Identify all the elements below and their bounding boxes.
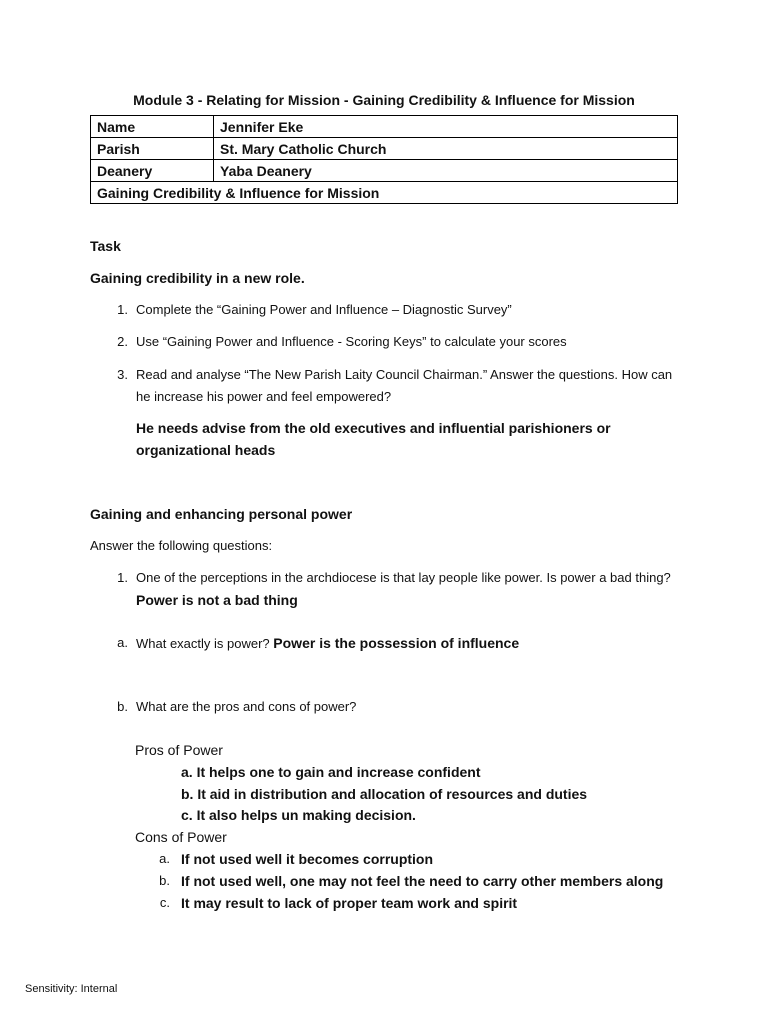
power-intro: Answer the following questions:	[90, 538, 273, 553]
pros-heading: Pros of Power	[135, 742, 223, 758]
question-text: One of the perceptions in the archdiocese is that lay people like power. Is power a bad thing?	[136, 570, 671, 585]
list-number: 3.	[117, 367, 128, 382]
info-table	[90, 115, 678, 204]
question-1	[136, 567, 681, 612]
parish-label: Parish	[91, 138, 214, 160]
cons-heading: Cons of Power	[135, 829, 227, 845]
list-letter: b.	[159, 873, 170, 888]
task-subheading: Gaining credibility in a new role.	[90, 270, 305, 286]
deanery-label: Deanery	[91, 160, 214, 182]
task-heading: Task	[90, 238, 121, 254]
name-value: Jennifer Eke	[214, 116, 678, 138]
list-letter: a.	[117, 635, 128, 650]
question-a	[136, 632, 681, 655]
pros-item: a. It helps one to gain and increase confident	[181, 764, 481, 780]
parish-value: St. Mary Catholic Church	[214, 138, 678, 160]
task-item-1: Complete the “Gaining Power and Influence – Diagnostic Survey”	[136, 302, 512, 317]
task-answer: He needs advise from the old executives and influential parishioners or organizational heads	[136, 420, 611, 458]
document-title: Module 3 - Relating for Mission - Gaining Credibility & Influence for Mission	[133, 92, 635, 108]
list-number: 2.	[117, 334, 128, 349]
list-letter: a.	[159, 851, 170, 866]
power-heading: Gaining and enhancing personal power	[90, 506, 353, 522]
deanery-value: Yaba Deanery	[214, 160, 678, 182]
table-row	[91, 160, 678, 182]
question-b: What are the pros and cons of power?	[136, 699, 357, 714]
list-number: 1.	[117, 302, 128, 317]
list-number: 1.	[117, 570, 128, 585]
pros-item: c. It also helps un making decision.	[181, 807, 416, 823]
name-label: Name	[91, 116, 214, 138]
table-row	[91, 138, 678, 160]
cons-item: If not used well, one may not feel the need to carry other members along	[181, 873, 664, 889]
list-letter: b.	[117, 699, 128, 714]
cons-item: If not used well it becomes corruption	[181, 851, 434, 867]
cons-item: It may result to lack of proper team work and spirit	[181, 895, 518, 911]
table-footer-row: Gaining Credibility & Influence for Mission	[91, 182, 678, 204]
task-item-3: Read and analyse “The New Parish Laity Council Chairman.” Answer the questions. How can he increase his power and feel empowered?	[136, 367, 673, 404]
task-item-2: Use “Gaining Power and Influence - Scoring Keys” to calculate your scores	[136, 334, 567, 349]
pros-item: b. It aid in distribution and allocation of resources and duties	[181, 786, 588, 802]
question-answer: Power is the possession of influence	[273, 635, 520, 651]
question-answer: Power is not a bad thing	[136, 592, 298, 608]
question-text: What exactly is power?	[136, 636, 270, 651]
table-row	[91, 182, 678, 204]
table-row	[91, 116, 678, 138]
list-letter: c.	[159, 895, 170, 910]
sensitivity-label: Sensitivity: Internal	[25, 983, 118, 995]
